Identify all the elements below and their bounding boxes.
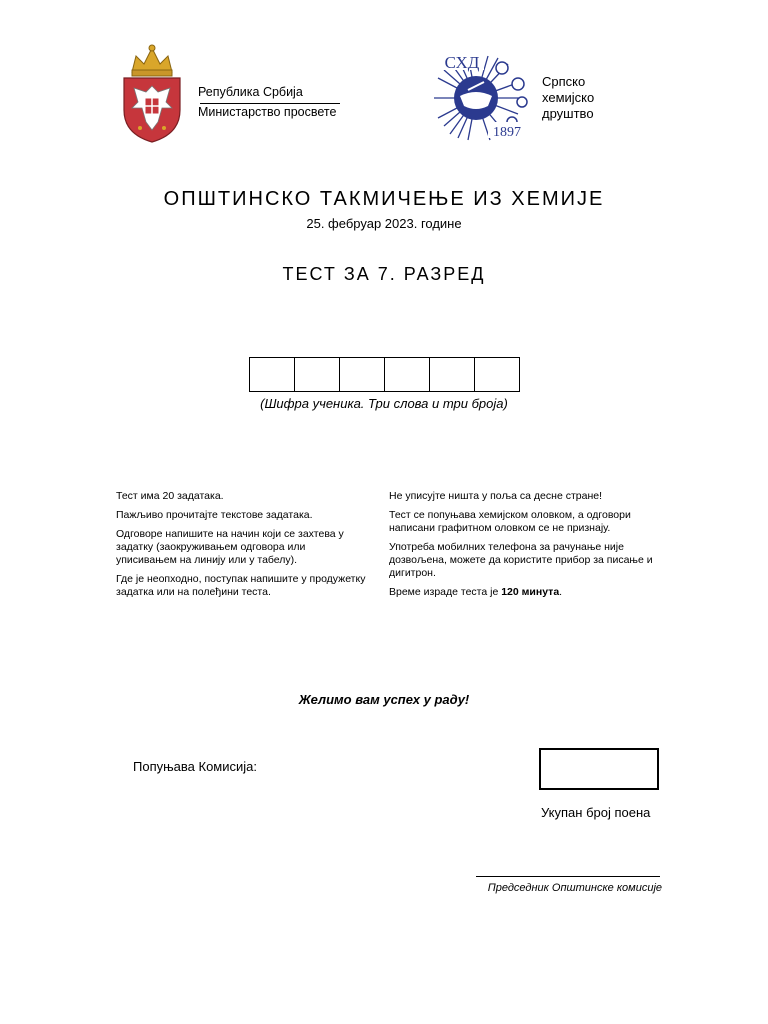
serbia-coat-of-arms-icon <box>118 42 186 146</box>
test-grade-title: ТЕСТ ЗА 7. РАЗРЕД <box>282 264 486 284</box>
time-value: 120 минута <box>501 586 560 598</box>
signature-label: Председник Општинске комисије <box>487 882 662 894</box>
instruction-item: Тест има 20 задатака. <box>116 490 224 502</box>
ministry-line-1: Република Србија <box>198 85 303 99</box>
code-box-5[interactable] <box>429 357 475 392</box>
serbian-chemical-society-logo-icon <box>432 52 532 144</box>
code-box-6[interactable] <box>474 357 520 392</box>
instructions-left <box>116 490 366 605</box>
instruction-item: Где је неопходно, поступак напишите у продужетку задатка или на полеђини теста. <box>116 573 366 598</box>
total-points-label: Укупан број поена <box>541 805 651 820</box>
instruction-item: Тест се попуњава хемијском оловком, а одговори написани графитном оловком се не признају. <box>389 509 631 534</box>
society-line-3: друштво <box>542 106 594 121</box>
total-points-box[interactable] <box>539 748 659 790</box>
instruction-item: Пажљиво прочитајте текстове задатака. <box>116 509 313 521</box>
instructions-right <box>389 490 654 605</box>
code-box-2[interactable] <box>294 357 340 392</box>
signature-line <box>476 876 660 877</box>
competition-title: ОПШТИНСКО ТАКМИЧЕЊЕ ИЗ ХЕМИЈЕ <box>163 188 605 210</box>
logo-year: 1897 <box>493 125 521 140</box>
good-luck-message: Желимо вам успех у раду! <box>298 692 470 707</box>
ministry-block <box>198 84 336 120</box>
society-line-1: Српско <box>542 74 586 89</box>
code-box-4[interactable] <box>384 357 430 392</box>
instruction-item: Не уписујте ништа у поља са десне стране! <box>389 490 602 502</box>
instruction-item: Одговоре напишите на начин који се захтева у задатку (заокруживањем одговора или уписивањем на линију или у табелу). <box>116 528 344 566</box>
commission-label: Попуњава Комисија: <box>133 759 258 774</box>
society-line-2: хемијско <box>542 90 595 105</box>
instruction-item: Употреба мобилних телефона за рачунање није дозвољена, можете да користите прибор за писање и дигитрон. <box>389 541 653 579</box>
society-block <box>542 74 594 122</box>
code-box-3[interactable] <box>339 357 385 392</box>
instruction-time <box>389 586 654 599</box>
ministry-line-2: Министарство просвете <box>198 105 337 119</box>
time-suffix: . <box>559 586 563 598</box>
student-code-boxes <box>249 357 520 392</box>
competition-date: 25. фебруар 2023. године <box>306 216 462 231</box>
logo-letters: СХД <box>444 53 480 72</box>
code-box-1[interactable] <box>249 357 295 392</box>
ministry-divider <box>200 103 340 104</box>
time-prefix: Време израде теста је <box>389 586 502 598</box>
student-code-caption: (Шифра ученика. Три слова и три броја) <box>260 396 508 411</box>
